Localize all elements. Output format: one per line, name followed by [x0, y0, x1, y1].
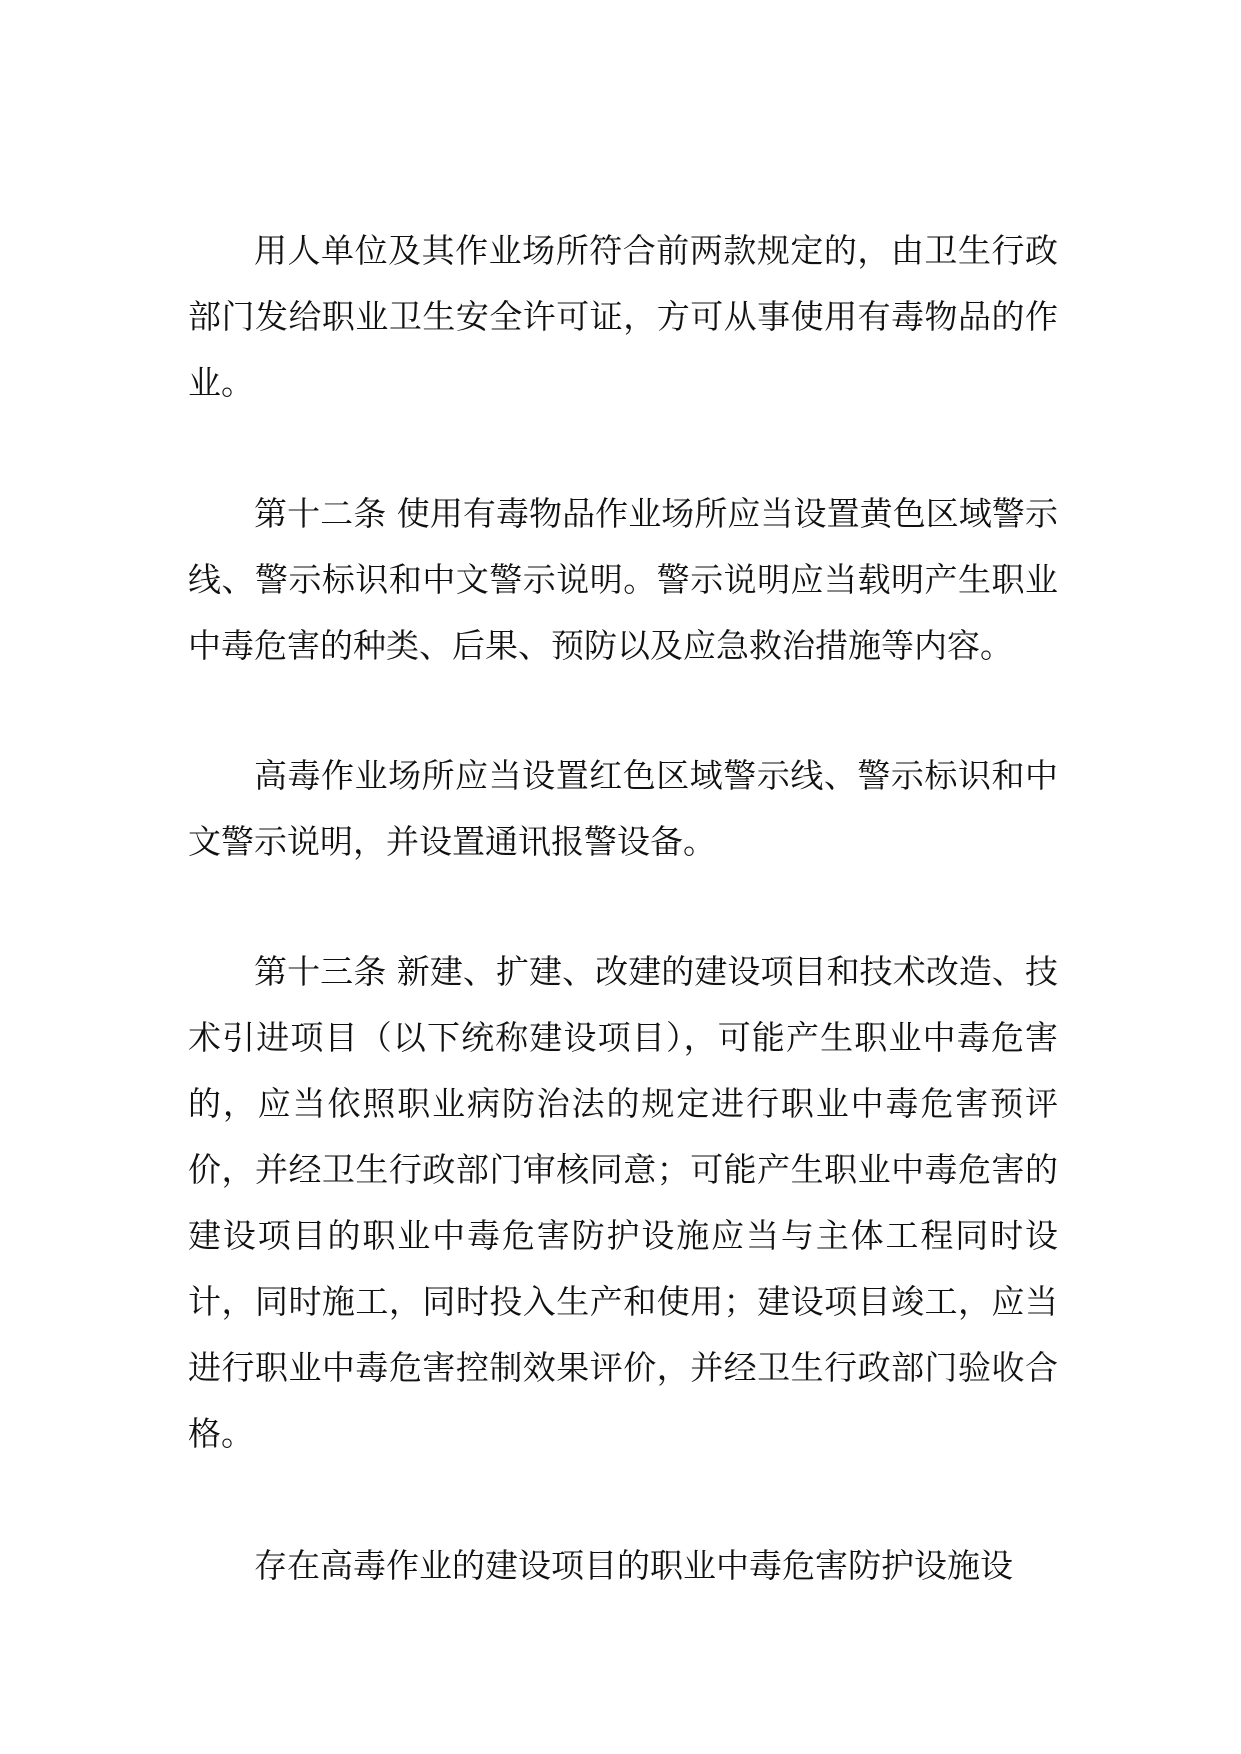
paragraph-article-13: 第十三条 新建、扩建、改建的建设项目和技术改造、技术引进项目（以下统称建设项目），可能产生职业中毒危害的，应当依照职业病防治法的规定进行职业中毒危害预评价，并经卫生行政部门审核同意；可能产生职业中毒危害的建设项目的职业中毒危害防护设施应当与主体工程同时设计，同时施工，同时投入生产和使用；建设项目竣工，应当进行职业中毒危害控制效果评价，并经卫生行政部门验收合格。 — [188, 952, 1058, 1453]
paragraph-license: 用人单位及其作业场所符合前两款规定的，由卫生行政部门发给职业卫生安全许可证，方可从事使用有毒物品的作业。 — [188, 231, 1058, 402]
paragraph-high-toxicity-warning: 高毒作业场所应当设置红色区域警示线、警示标识和中文警示说明，并设置通讯报警设备。 — [188, 756, 1058, 861]
paragraph-high-toxicity-facilities: 存在高毒作业的建设项目的职业中毒危害防护设施设 — [254, 1546, 1013, 1585]
paragraph-article-12: 第十二条 使用有毒物品作业场所应当设置黄色区域警示线、警示标识和中文警示说明。警示说明应当载明产生职业中毒危害的种类、后果、预防以及应急救治措施等内容。 — [188, 494, 1058, 665]
